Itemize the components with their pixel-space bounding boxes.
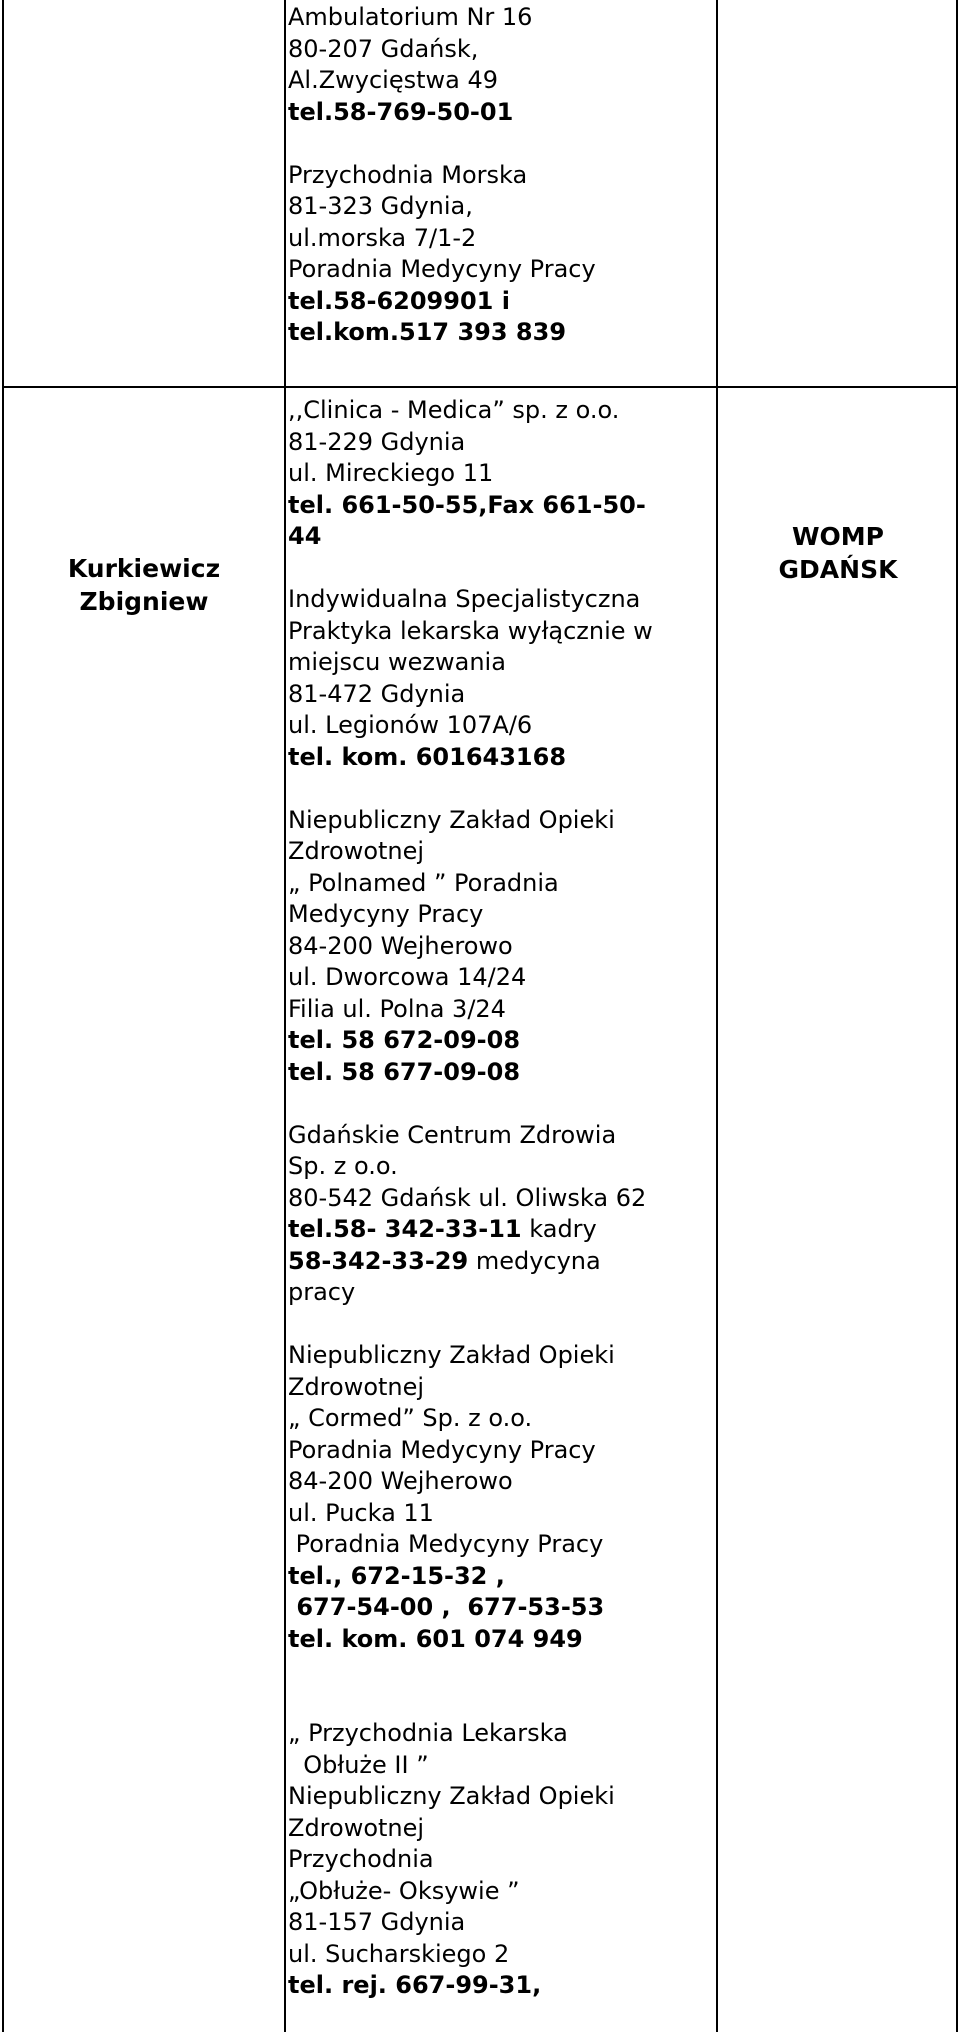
address-entry <box>288 160 716 349</box>
address-line <box>288 1907 716 1939</box>
address-line <box>288 805 716 837</box>
address-entry <box>288 1340 716 1655</box>
address-line <box>288 1151 716 1183</box>
address-text: Praktyka lekarska wyłącznie w <box>288 616 653 645</box>
address-line <box>288 223 716 255</box>
entry-spacer <box>288 128 716 160</box>
address-line <box>288 2 716 34</box>
address-line <box>288 710 716 742</box>
address-text: kadry <box>521 1215 597 1243</box>
address-line <box>288 1340 716 1372</box>
address-text: Przychodnia <box>288 1845 434 1873</box>
address-text: „ Przychodnia Lekarska <box>288 1719 568 1747</box>
address-line <box>288 1372 716 1404</box>
address-text-bold: tel.58-6209901 i <box>288 286 510 315</box>
address-line <box>288 616 716 648</box>
address-line <box>288 65 716 97</box>
address-entry <box>288 805 716 1089</box>
address-line <box>288 899 716 931</box>
address-entry <box>288 1718 716 2002</box>
address-line <box>288 317 716 349</box>
address-line <box>288 1246 716 1278</box>
address-text-bold: tel. 58 672-09-08 <box>288 1026 521 1054</box>
address-line <box>288 962 716 994</box>
address-text-bold: tel. 661-50-55,Fax 661-50- <box>288 490 646 519</box>
address-line <box>288 395 716 427</box>
address-line <box>288 458 716 490</box>
address-line <box>288 1403 716 1435</box>
address-line <box>288 1498 716 1530</box>
address-text-bold: tel.kom.517 393 839 <box>288 318 567 346</box>
address-line <box>288 584 716 616</box>
address-line <box>288 1025 716 1057</box>
address-text-bold: 677-54-00 , 677-53-53 <box>288 1593 605 1621</box>
address-text: Indywidualna Specjalistyczna <box>288 585 641 613</box>
address-entry <box>288 584 716 773</box>
address-text: ul. Dworcowa 14/24 <box>288 963 527 991</box>
table-cell-addresses-main <box>286 395 716 2002</box>
address-line <box>288 1057 716 1089</box>
address-line <box>288 254 716 286</box>
address-text: Poradnia Medycyny Pracy <box>288 255 596 283</box>
address-line <box>288 521 716 553</box>
address-text-bold: 44 <box>288 522 322 550</box>
address-text-bold: tel.58- 342-33-11 <box>288 1215 522 1243</box>
address-line <box>288 34 716 66</box>
address-text: „ Cormed” Sp. z o.o. <box>288 1404 533 1432</box>
address-line <box>288 1561 716 1593</box>
address-text: 81-157 Gdynia <box>288 1908 466 1936</box>
address-text: ul. Legionów 107A/6 <box>288 711 533 739</box>
address-line <box>288 490 716 522</box>
address-line <box>288 1970 716 2002</box>
address-text-bold: tel., 672-15-32 , <box>288 1561 505 1590</box>
address-line <box>288 679 716 711</box>
address-text: 84-200 Wejherowo <box>288 1467 513 1495</box>
address-text-bold: 58-342-33-29 <box>288 1246 469 1275</box>
address-line <box>288 1529 716 1561</box>
address-text: 81-472 Gdynia <box>288 679 466 708</box>
entry-spacer <box>288 1088 716 1120</box>
doctor-surname: Kurkiewicz <box>67 554 221 583</box>
address-text: Zdrowotnej <box>288 837 425 865</box>
address-text: Medycyny Pracy <box>288 900 484 928</box>
address-text: Zdrowotnej <box>288 1372 425 1401</box>
address-text: Filia ul. Polna 3/24 <box>288 994 506 1023</box>
address-text: Ambulatorium Nr 16 <box>288 3 533 31</box>
address-text: ul.morska 7/1-2 <box>288 223 477 252</box>
address-line <box>288 1939 716 1971</box>
entry-spacer <box>288 1655 716 1687</box>
address-text: Niepubliczny Zakład Opieki <box>288 1782 615 1810</box>
address-text: medycyna <box>468 1246 601 1275</box>
address-text: pracy <box>288 1278 356 1306</box>
address-line <box>288 1592 716 1624</box>
address-line <box>288 1624 716 1656</box>
address-line <box>288 1781 716 1813</box>
address-text: Przychodnia Morska <box>288 160 528 189</box>
address-line <box>288 1120 716 1152</box>
address-line <box>288 647 716 679</box>
address-line <box>288 1813 716 1845</box>
institution-line-1: WOMP <box>791 522 884 551</box>
address-line <box>288 836 716 868</box>
address-text: ul. Mireckiego 11 <box>288 459 494 487</box>
address-text: Obłuże II ” <box>288 1750 429 1779</box>
address-line <box>288 1750 716 1782</box>
address-line <box>288 1718 716 1750</box>
address-line <box>288 1435 716 1467</box>
address-text-bold: tel. kom. 601 074 949 <box>288 1624 583 1653</box>
table-cell-addresses-top <box>286 2 716 349</box>
address-line <box>288 160 716 192</box>
address-line <box>288 1214 716 1246</box>
address-text: 80-542 Gdańsk ul. Oliwska 62 <box>288 1183 647 1212</box>
address-text: 84-200 Wejherowo <box>288 931 513 960</box>
address-text-bold: tel. rej. 667-99-31, <box>288 1971 542 1999</box>
entry-spacer <box>288 1687 716 1719</box>
address-line <box>288 427 716 459</box>
address-line <box>288 1466 716 1498</box>
address-text: ul. Pucka 11 <box>288 1498 434 1527</box>
address-line <box>288 868 716 900</box>
doctor-firstname: Zbigniew <box>79 587 209 616</box>
address-line <box>288 97 716 129</box>
address-text: ul. Sucharskiego 2 <box>288 1939 510 1968</box>
address-text-bold: tel.58-769-50-01 <box>288 97 514 126</box>
address-text: „ Polnamed ” Poradnia <box>288 868 559 897</box>
address-entry <box>288 2 716 128</box>
address-text: Poradnia Medycyny Pracy <box>288 1530 604 1558</box>
address-line <box>288 1876 716 1908</box>
institution-line-2: GDAŃSK <box>778 555 898 584</box>
address-text: 81-229 Gdynia <box>288 427 466 456</box>
address-line <box>288 1844 716 1876</box>
entry-spacer <box>288 773 716 805</box>
address-text: 80-207 Gdańsk, <box>288 34 479 63</box>
address-text: ,,Clinica - Medica” sp. z o.o. <box>288 396 620 424</box>
address-text: Niepubliczny Zakład Opieki <box>288 805 615 834</box>
address-text: 81-323 Gdynia, <box>288 192 473 220</box>
address-line <box>288 1277 716 1309</box>
address-line <box>288 742 716 774</box>
address-line <box>288 1183 716 1215</box>
entry-spacer <box>288 1309 716 1341</box>
address-entry <box>288 1120 716 1309</box>
address-text: Al.Zwycięstwa 49 <box>288 66 499 94</box>
address-text-bold: tel. 58 677-09-08 <box>288 1057 521 1086</box>
address-line <box>288 931 716 963</box>
address-text: Gdańskie Centrum Zdrowia <box>288 1120 617 1149</box>
address-text: „Obłuże- Oksywie ” <box>288 1876 520 1905</box>
address-line <box>288 191 716 223</box>
address-line <box>288 286 716 318</box>
address-text: miejscu wezwania <box>288 648 506 676</box>
table-cell-doctor-name <box>4 388 284 2032</box>
address-text: Sp. z o.o. <box>288 1152 398 1180</box>
entry-spacer <box>288 553 716 585</box>
address-line <box>288 994 716 1026</box>
address-text: Zdrowotnej <box>288 1813 425 1842</box>
table-cell-institution <box>718 388 958 2032</box>
address-text: Poradnia Medycyny Pracy <box>288 1435 596 1464</box>
address-text-bold: tel. kom. 601643168 <box>288 742 567 771</box>
address-entry <box>288 395 716 553</box>
address-text: Niepubliczny Zakład Opieki <box>288 1341 615 1369</box>
